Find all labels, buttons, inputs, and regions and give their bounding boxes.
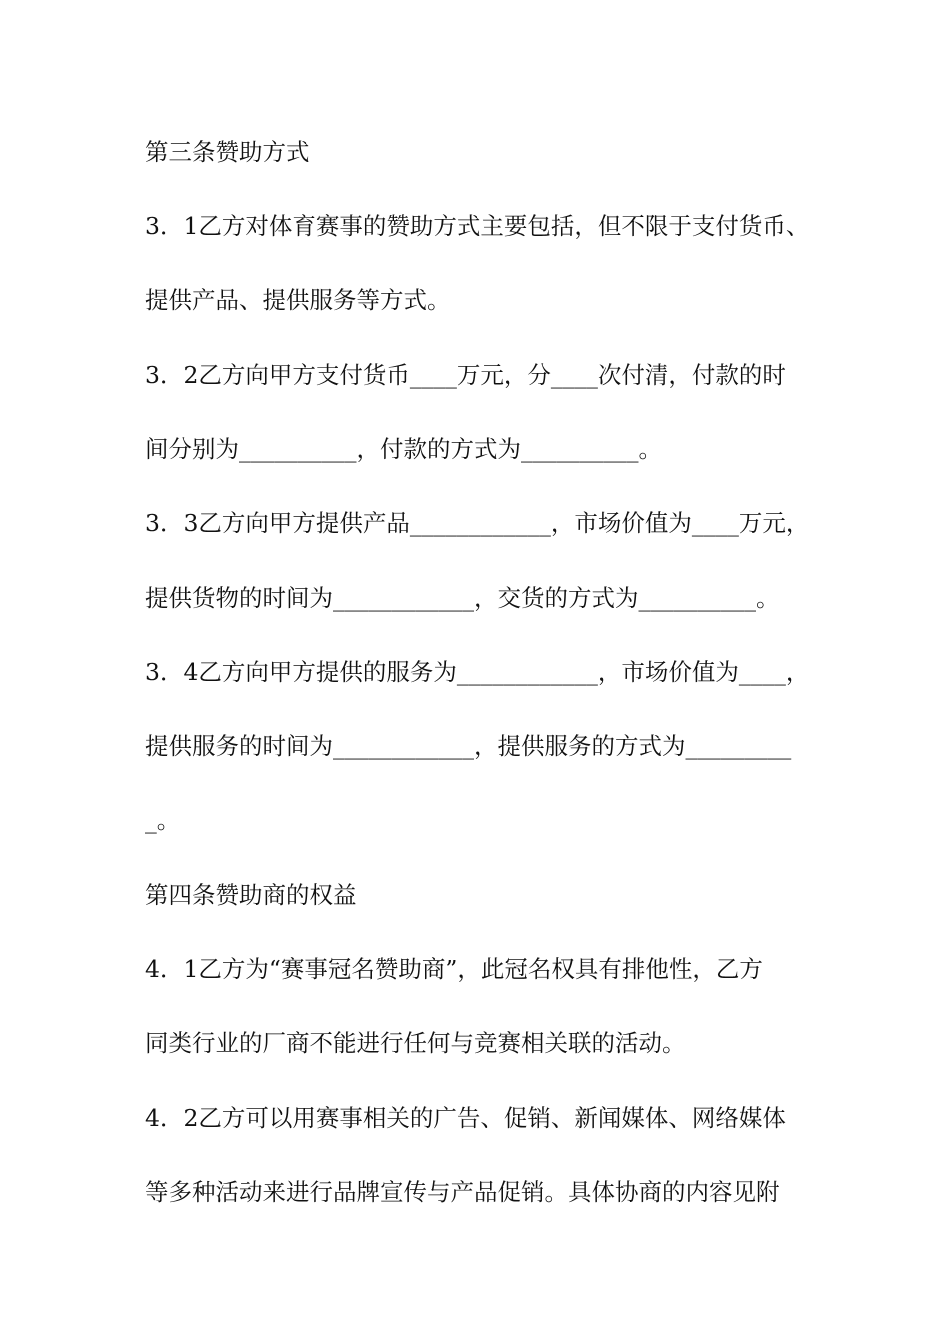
section-heading-article-3: 第三条赞助方式 — [145, 138, 310, 166]
clause-4-2-line-2: 等多种活动来进行品牌宣传与产品促销。具体协商的内容见附 — [145, 1178, 780, 1206]
clause-3-2-line-1: 3．2乙方向甲方支付货币____万元，分____次付清，付款的时 — [145, 361, 786, 389]
clause-3-1-line-1: 3．1乙方对体育赛事的赞助方式主要包括，但不限于支付货币、 — [145, 212, 810, 240]
clause-4-1-line-1: 4．1乙方为“赛事冠名赞助商”，此冠名权具有排他性，乙方 — [145, 955, 763, 983]
clause-3-4-line-2: 提供服务的时间为____________，提供服务的方式为_________ — [145, 732, 792, 760]
clause-4-2-line-1: 4．2乙方可以用赛事相关的广告、促销、新闻媒体、网络媒体 — [145, 1104, 786, 1132]
clause-3-3-line-1: 3．3乙方向甲方提供产品____________，市场价值为____万元， — [145, 509, 810, 537]
clause-3-4-line-1: 3．4乙方向甲方提供的服务为____________，市场价值为____， — [145, 658, 810, 686]
clause-3-2-line-2: 间分别为__________，付款的方式为__________。 — [145, 435, 662, 463]
clause-3-3-line-2: 提供货物的时间为____________，交货的方式为__________。 — [145, 584, 780, 612]
clause-4-1-line-2: 同类行业的厂商不能进行任何与竞赛相关联的活动。 — [145, 1029, 686, 1057]
clause-3-4-line-3: _。 — [145, 806, 181, 834]
clause-3-1-line-2: 提供产品、提供服务等方式。 — [145, 286, 451, 314]
section-heading-article-4: 第四条赞助商的权益 — [145, 881, 357, 909]
